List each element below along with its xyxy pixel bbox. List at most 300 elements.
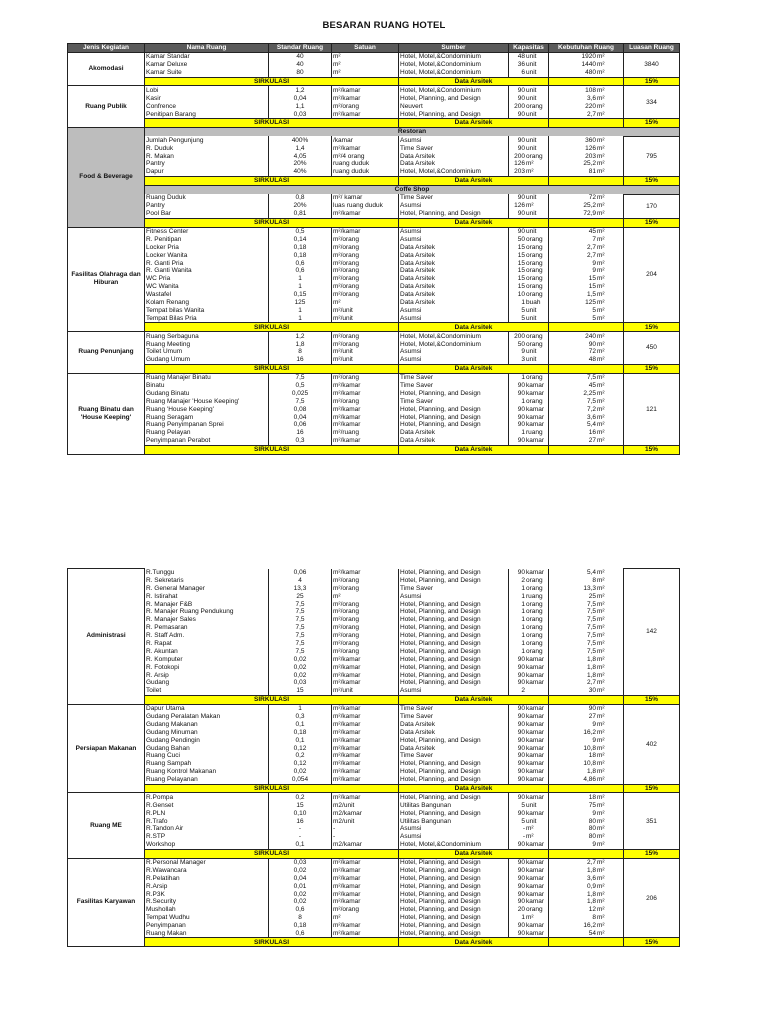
table-row: [68, 94, 680, 102]
table-row: [68, 405, 680, 413]
standard-value: 1,2: [269, 86, 332, 94]
room-name: Tempat bilas Wanita: [145, 307, 269, 315]
room-name: R. Ganti Pria: [145, 259, 269, 267]
sirkulasi-spacer: [549, 77, 624, 86]
capacity-value: 90: [517, 776, 525, 784]
capacity-unit: kamar: [526, 655, 545, 663]
unit: m²/kamar: [332, 413, 399, 421]
capacity-value: 50: [517, 340, 525, 348]
area-need-unit: m²: [597, 340, 605, 348]
capacity-unit: orang: [526, 283, 543, 291]
capacity-value: 6: [521, 69, 525, 77]
area-need-value: 240: [585, 332, 596, 340]
sirkulasi-label: SIRKULASI: [145, 77, 399, 86]
capacity-unit: unit: [526, 86, 537, 94]
table-row: [68, 760, 680, 768]
capacity: [509, 152, 549, 160]
capacity: [509, 679, 549, 687]
table-row: [68, 356, 680, 364]
unit: m²/unit: [332, 307, 399, 315]
area-need: [549, 760, 624, 768]
table-row: [68, 314, 680, 322]
standard-value: 7,5: [269, 647, 332, 655]
table-row: [68, 874, 680, 882]
capacity-unit: kamar: [526, 568, 545, 576]
source: Hotel, Planning, and Design: [399, 922, 509, 930]
standard-value: 0,02: [269, 663, 332, 671]
room-name: R. Komputer: [145, 655, 269, 663]
capacity-value: 20: [517, 906, 525, 914]
capacity-unit: kamar: [526, 679, 545, 687]
area-need: [549, 624, 624, 632]
group-name: Fasilitas Olahraga dan Hiburan: [68, 227, 145, 332]
capacity-value: 1: [521, 592, 525, 600]
source: Time Saver: [399, 382, 509, 390]
area-need: [549, 744, 624, 752]
area-need-value: 1920: [581, 53, 596, 61]
capacity: [509, 576, 549, 584]
table-row: [68, 429, 680, 437]
area-need: [549, 421, 624, 429]
area-need: [549, 291, 624, 299]
area-need-value: 5,4: [586, 421, 596, 429]
area-need: [549, 569, 624, 577]
area-need: [549, 776, 624, 784]
unit: m2/kamar: [332, 809, 399, 817]
source: Asumsi: [399, 592, 509, 600]
source: Asumsi: [399, 314, 509, 322]
capacity: [509, 647, 549, 655]
capacity: [509, 866, 549, 874]
area-need-unit: m²: [597, 768, 605, 776]
capacity: [509, 569, 549, 577]
capacity-value: 90: [517, 663, 525, 671]
group-name: Food & Beverage: [68, 127, 145, 227]
area-need: [549, 752, 624, 760]
area-need-unit: m²: [597, 194, 605, 202]
table-row: [68, 624, 680, 632]
standard-value: 0,5: [269, 227, 332, 235]
area-need-value: 108: [585, 86, 596, 94]
area-need-value: 2,7: [586, 859, 596, 866]
capacity: [509, 632, 549, 640]
room-name: Lobi: [145, 86, 269, 94]
sirkulasi-source: Data Arsitek: [399, 176, 549, 185]
table-body: [68, 52, 680, 454]
table-row: [68, 882, 680, 890]
table-row: [68, 744, 680, 752]
room-name: Ruang Pelayanan: [145, 776, 269, 784]
capacity-unit: kamar: [526, 405, 545, 413]
capacity-unit: kamar: [526, 744, 545, 752]
subsection-title: Restoran: [145, 127, 680, 136]
source: Hotel, Planning, and Design: [399, 736, 509, 744]
area-need: [549, 202, 624, 210]
capacity-unit: kamar: [526, 890, 545, 898]
capacity-value: 90: [517, 752, 525, 760]
area-need: [549, 874, 624, 882]
area-need-value: 3,6: [586, 413, 596, 421]
area-need-value: 12: [588, 906, 596, 914]
area-need: [549, 906, 624, 914]
unit: m2/unit: [332, 817, 399, 825]
source: Hotel, Motel,&Condominium: [399, 332, 509, 340]
unit: m²/orang: [332, 251, 399, 259]
area-need-unit: m²: [597, 576, 605, 584]
capacity-value: 90: [517, 405, 525, 413]
capacity-value: 10: [517, 291, 525, 299]
capacity-value: 15: [517, 259, 525, 267]
table-row: [68, 930, 680, 938]
table-row: [68, 373, 680, 381]
room-name: Ruang Makan: [145, 930, 269, 938]
unit: m²/unit: [332, 348, 399, 356]
table-row: [68, 679, 680, 687]
source: Hotel, Motel,&Condominium: [399, 52, 509, 60]
capacity: [509, 283, 549, 291]
standard-value: 8: [269, 348, 332, 356]
area-need-unit: m²: [597, 421, 605, 429]
unit: m²/orang: [332, 373, 399, 381]
area-need-value: 45: [588, 228, 596, 236]
area-need: [549, 152, 624, 160]
table-row: [68, 768, 680, 776]
capacity: [509, 592, 549, 600]
area-need-unit: m²: [597, 356, 605, 364]
area-total: 402: [624, 704, 680, 784]
unit: m²/unit: [332, 687, 399, 695]
area-need-unit: m²: [597, 600, 605, 608]
capacity: [509, 307, 549, 315]
area-need: [549, 768, 624, 776]
room-name: Dapur Utama: [145, 704, 269, 712]
standard-value: 0,02: [269, 866, 332, 874]
source: Time Saver: [399, 144, 509, 152]
unit: m²/orang: [332, 608, 399, 616]
area-need: [549, 194, 624, 202]
room-name: Binatu: [145, 382, 269, 390]
capacity: [509, 608, 549, 616]
area-need-unit: m²: [597, 299, 605, 307]
sirkulasi-percent: 15%: [624, 119, 680, 128]
capacity-unit: unit: [526, 314, 537, 322]
area-need-value: 1,8: [586, 768, 596, 776]
table-row: [68, 608, 680, 616]
capacity-value: 203: [514, 168, 525, 176]
capacity: [509, 373, 549, 381]
area-need: [549, 793, 624, 801]
area-need: [549, 340, 624, 348]
source: Hotel, Planning, and Design: [399, 898, 509, 906]
capacity-value: 1: [521, 639, 525, 647]
source: Hotel, Planning, and Design: [399, 768, 509, 776]
capacity-value: 5: [521, 314, 525, 322]
capacity-unit: kamar: [526, 712, 545, 720]
area-need-unit: m²: [597, 210, 605, 218]
area-need-value: 9: [592, 720, 596, 728]
standard-value: 0,14: [269, 235, 332, 243]
table-row: [68, 898, 680, 906]
capacity: [509, 160, 549, 168]
unit: m²/orang: [332, 397, 399, 405]
area-need-value: 8: [592, 914, 596, 922]
sirkulasi-source: Data Arsitek: [399, 695, 549, 704]
capacity: [509, 600, 549, 608]
area-total: 450: [624, 332, 680, 365]
unit: m²/orang: [332, 906, 399, 914]
capacity-unit: m²: [526, 160, 534, 168]
area-need: [549, 259, 624, 267]
capacity: [509, 776, 549, 784]
capacity-value: 90: [517, 679, 525, 687]
group-name: Akomodasi: [68, 52, 145, 86]
capacity: [509, 144, 549, 152]
area-need-value: 9: [592, 259, 596, 267]
area-need-value: 7,2: [586, 405, 596, 413]
source: Hotel, Planning, and Design: [399, 663, 509, 671]
area-need-value: 9: [592, 809, 596, 817]
subsection-row: [68, 127, 680, 136]
sirkulasi-percent: 15%: [624, 77, 680, 86]
sirkulasi-source: Data Arsitek: [399, 119, 549, 128]
area-total: 3840: [624, 52, 680, 77]
area-need-unit: m²: [597, 801, 605, 809]
standard-value: 0,025: [269, 389, 332, 397]
unit: -: [332, 833, 399, 841]
area-need-value: 30: [588, 687, 596, 695]
room-name: Pool Bar: [145, 210, 269, 218]
unit: m²/kamar: [332, 744, 399, 752]
source: Asumsi: [399, 825, 509, 833]
capacity-unit: kamar: [526, 922, 545, 930]
table-row: [68, 569, 680, 577]
source: Data Arsitek: [399, 720, 509, 728]
room-name: R. Makan: [145, 152, 269, 160]
room-name: R. Duduk: [145, 144, 269, 152]
capacity-unit: kamar: [526, 437, 545, 445]
source: Hotel, Planning, and Design: [399, 760, 509, 768]
area-need: [549, 728, 624, 736]
area-need-unit: m²: [597, 906, 605, 914]
capacity-value: -: [522, 825, 525, 833]
standard-value: 0,18: [269, 922, 332, 930]
table-row: [68, 825, 680, 833]
capacity-unit: orang: [526, 624, 543, 632]
capacity-value: 15: [517, 283, 525, 291]
capacity-unit: unit: [526, 306, 537, 314]
capacity: [509, 210, 549, 218]
capacity-value: 15: [517, 275, 525, 283]
area-need-unit: m²: [597, 712, 605, 720]
area-need: [549, 671, 624, 679]
capacity: [509, 243, 549, 251]
area-need-value: 8: [592, 576, 596, 584]
capacity-unit: kamar: [526, 809, 545, 817]
capacity-value: 1: [521, 608, 525, 616]
capacity-value: 90: [517, 655, 525, 663]
capacity-unit: kamar: [526, 930, 545, 938]
room-name: R. Manajer Ruang Pendukung: [145, 608, 269, 616]
capacity-value: 90: [517, 922, 525, 930]
area-need-unit: m²: [597, 283, 605, 291]
unit: m²/orang: [332, 283, 399, 291]
standard-value: 1,4: [269, 144, 332, 152]
sirkulasi-row: [68, 323, 680, 332]
standard-value: 7,5: [269, 632, 332, 640]
room-name: Workshop: [145, 841, 269, 849]
area-need-unit: m²: [597, 705, 605, 713]
standard-value: 0,8: [269, 194, 332, 202]
room-name: R.Security: [145, 898, 269, 906]
unit: m²/orang: [332, 624, 399, 632]
table-row: [68, 275, 680, 283]
area-need-value: 25: [588, 592, 596, 600]
source: Asumsi: [399, 307, 509, 315]
capacity-unit: orang: [526, 374, 543, 382]
room-name: R. Penitipan: [145, 235, 269, 243]
area-need: [549, 267, 624, 275]
sirkulasi-spacer: [549, 176, 624, 185]
room-name: Gudang Pendingin: [145, 736, 269, 744]
area-need-value: 1440: [581, 61, 596, 69]
unit: m²/kamar: [332, 776, 399, 784]
unit: m²/orang: [332, 616, 399, 624]
area-need-value: 4,86: [583, 776, 596, 784]
capacity-unit: kamar: [526, 760, 545, 768]
source: Hotel, Planning, and Design: [399, 640, 509, 648]
source: Hotel, Planning, and Design: [399, 679, 509, 687]
capacity-value: 90: [517, 144, 525, 152]
unit: m²/kamar: [332, 922, 399, 930]
room-name: Penyimpanan: [145, 922, 269, 930]
capacity-value: 90: [517, 768, 525, 776]
area-need-unit: m²: [597, 616, 605, 624]
standard-value: 25: [269, 592, 332, 600]
area-need-unit: m²: [597, 110, 605, 118]
area-need-value: 16: [588, 429, 596, 437]
source: Utilitas Bangunan: [399, 817, 509, 825]
standard-value: 13,3: [269, 584, 332, 592]
unit: m²/kamar: [332, 227, 399, 235]
area-need-value: 81: [588, 168, 596, 176]
sirkulasi-label: SIRKULASI: [145, 938, 399, 947]
standard-value: 0,10: [269, 809, 332, 817]
room-name: Ruang Serbaguna: [145, 332, 269, 340]
unit: m²/ kamar: [332, 194, 399, 202]
room-name: R. Ganti Wanita: [145, 267, 269, 275]
capacity: [509, 874, 549, 882]
standard-value: 0,08: [269, 405, 332, 413]
group-name: Ruang ME: [68, 793, 145, 858]
capacity-value: 90: [517, 381, 525, 389]
unit: m²: [332, 914, 399, 922]
source: Time Saver: [399, 713, 509, 721]
source: Time Saver: [399, 373, 509, 381]
area-need-unit: m²: [597, 825, 605, 833]
standard-value: 400%: [269, 136, 332, 144]
area-need: [549, 858, 624, 866]
room-name: Gudang Makanan: [145, 720, 269, 728]
capacity-value: 1: [521, 647, 525, 655]
sirkulasi-spacer: [549, 695, 624, 704]
room-name: R.P3K: [145, 890, 269, 898]
area-need-unit: m²: [597, 744, 605, 752]
capacity-value: 1: [521, 374, 525, 382]
capacity-value: 90: [517, 413, 525, 421]
unit: m²: [332, 299, 399, 307]
capacity: [509, 168, 549, 176]
standard-value: 40: [269, 61, 332, 69]
standard-value: 8: [269, 914, 332, 922]
capacity-unit: orang: [526, 397, 543, 405]
unit: m²/orang: [332, 102, 399, 110]
unit: m²/kamar: [332, 728, 399, 736]
capacity: [509, 914, 549, 922]
area-need-value: 80: [588, 833, 596, 841]
area-need-value: 7,5: [586, 639, 596, 647]
area-need-unit: m²: [597, 720, 605, 728]
area-need: [549, 882, 624, 890]
standard-value: 7,5: [269, 624, 332, 632]
source: Hotel, Planning, and Design: [399, 616, 509, 624]
capacity: [509, 291, 549, 299]
source: Hotel, Planning, and Design: [399, 930, 509, 938]
source: Hotel, Motel,&Condominium: [399, 69, 509, 77]
unit: m²/unit: [332, 356, 399, 364]
area-need-value: 1,8: [586, 898, 596, 906]
capacity-unit: kamar: [526, 898, 545, 906]
area-need-unit: m²: [597, 405, 605, 413]
area-total: 206: [624, 858, 680, 938]
source: Hotel, Planning, and Design: [399, 776, 509, 784]
unit: m²/kamar: [332, 930, 399, 938]
room-name: Ruang Manajer Binatu: [145, 373, 269, 381]
sirkulasi-source: Data Arsitek: [399, 218, 549, 227]
room-name: Penitipan Barang: [145, 110, 269, 118]
unit: m²/kamar: [332, 713, 399, 721]
area-need-unit: m²: [597, 608, 605, 616]
source: Hotel, Planning, and Design: [399, 647, 509, 655]
capacity-unit: kamar: [526, 705, 545, 713]
area-need-value: 10,8: [583, 744, 596, 752]
standard-value: 0,15: [269, 291, 332, 299]
capacity: [509, 825, 549, 833]
area-need-unit: m²: [597, 251, 605, 259]
table-row: [68, 922, 680, 930]
source: Hotel, Motel,&Condominium: [399, 340, 509, 348]
area-need: [549, 94, 624, 102]
table-row: [68, 152, 680, 160]
sirkulasi-percent: 15%: [624, 445, 680, 454]
sirkulasi-percent: 15%: [624, 364, 680, 373]
capacity-value: 90: [517, 841, 525, 849]
area-need: [549, 110, 624, 118]
capacity-value: 90: [517, 882, 525, 890]
capacity-unit: m²: [526, 825, 534, 833]
capacity-value: 48: [517, 53, 525, 61]
area-need: [549, 679, 624, 687]
unit: ruang duduk: [332, 160, 399, 168]
area-total: 204: [624, 227, 680, 323]
capacity-value: 3: [521, 356, 525, 364]
capacity-unit: kamar: [526, 859, 545, 866]
source: Data Arsitek: [399, 291, 509, 299]
capacity: [509, 768, 549, 776]
unit: m²: [332, 52, 399, 60]
room-name: Ruang Duduk: [145, 194, 269, 202]
area-need: [549, 817, 624, 825]
source: Hotel, Planning, and Design: [399, 210, 509, 218]
